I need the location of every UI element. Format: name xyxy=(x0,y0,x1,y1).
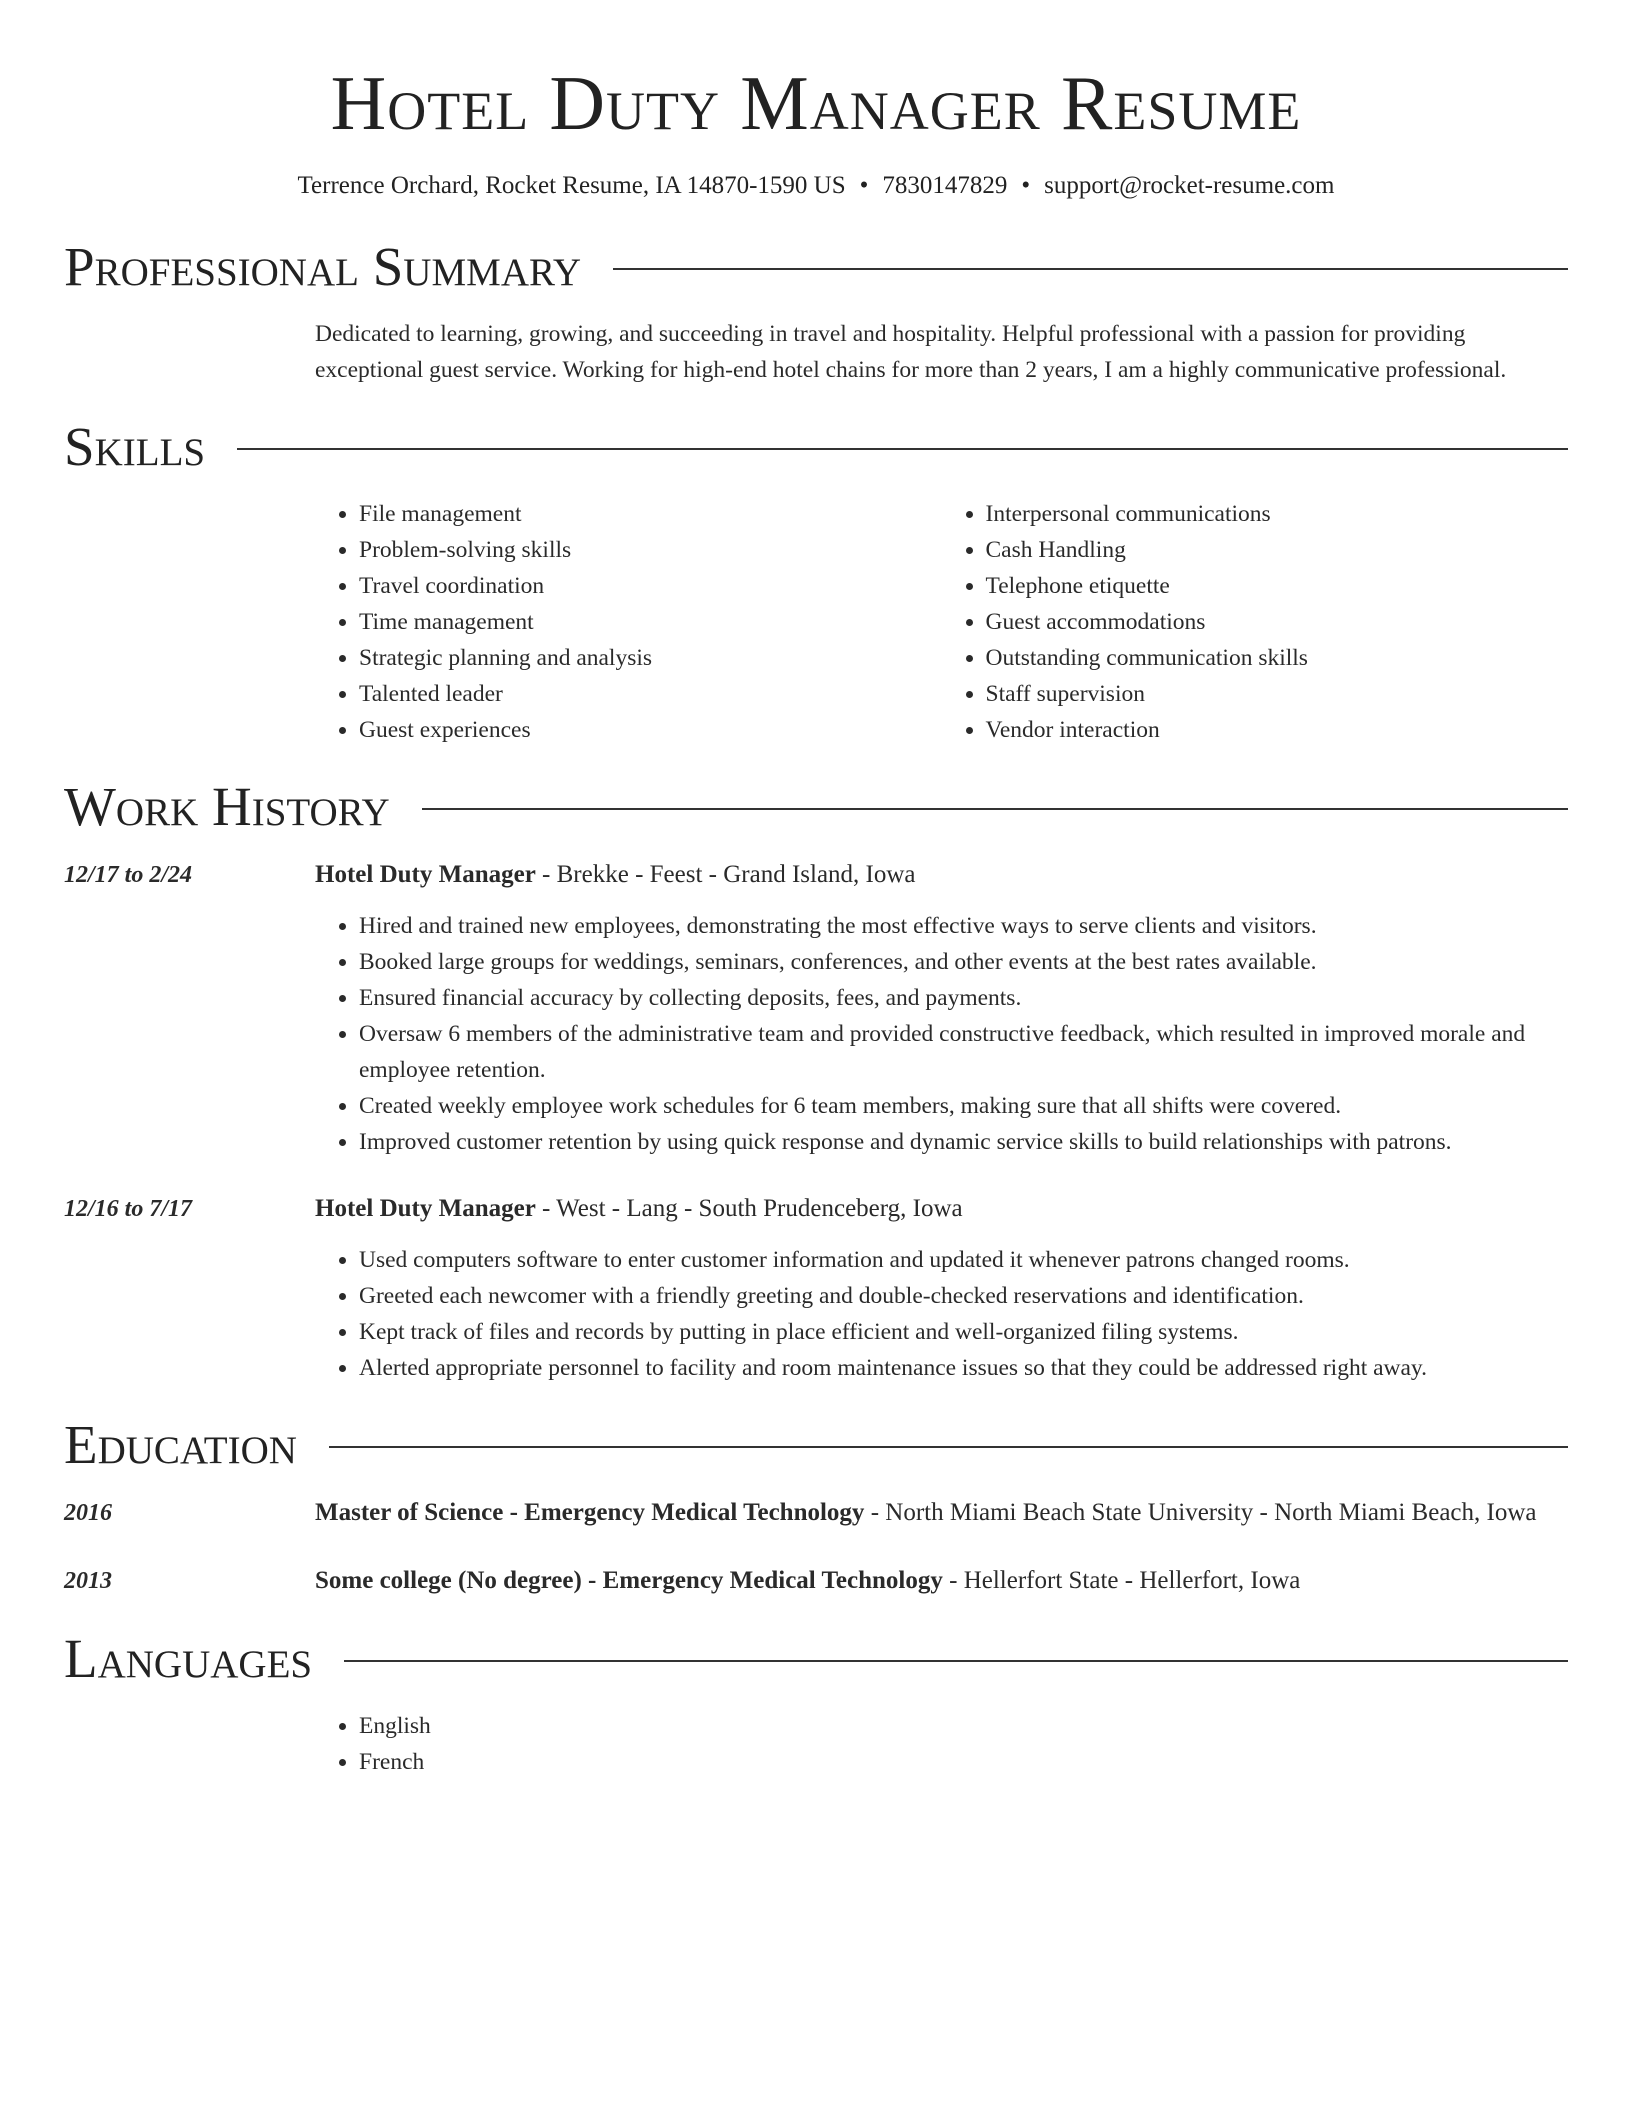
skill-item: • Guest experiences xyxy=(359,712,942,748)
degree: Some college (No degree) - Emergency Medical Technology xyxy=(315,1567,943,1594)
work-bullet: • Hired and trained new employees, demonstrating the most effective ways to serve clients and visitors. xyxy=(359,908,1568,944)
skills-list-left xyxy=(315,496,942,748)
skill-item: • Guest accommodations xyxy=(986,604,1569,640)
job-title: Hotel Duty Manager xyxy=(315,1195,536,1222)
section-header xyxy=(64,1410,1568,1480)
school-location: - Hellerfort State - Hellerfort, Iowa xyxy=(942,1567,1301,1594)
work-heading xyxy=(315,1190,1568,1228)
skill-item: • Outstanding communication skills xyxy=(986,640,1569,676)
section-professional-summary xyxy=(64,232,1568,388)
section-languages xyxy=(64,1624,1568,1780)
skill-item: • File management xyxy=(359,496,942,532)
skills-grid xyxy=(315,496,1568,748)
language-item: • English xyxy=(359,1708,1568,1744)
education-entry xyxy=(64,1494,1568,1532)
skill-item: • Telephone etiquette xyxy=(986,568,1569,604)
work-bullets xyxy=(315,1242,1568,1386)
skills-body xyxy=(315,496,1568,748)
section-title-skills: Skills xyxy=(64,416,206,477)
skill-item: • Travel coordination xyxy=(359,568,942,604)
section-education xyxy=(64,1410,1568,1600)
section-header xyxy=(64,232,1568,302)
degree: Master of Science - Emergency Medical Technology xyxy=(315,1499,865,1526)
skill-item: • Strategic planning and analysis xyxy=(359,640,942,676)
work-bullet: • Used computers software to enter customer information and updated it whenever patrons changed rooms. xyxy=(359,1242,1568,1278)
skill-item: • Problem-solving skills xyxy=(359,532,942,568)
skills-list-right xyxy=(942,496,1569,748)
work-heading xyxy=(315,856,1568,894)
work-bullet: • Alerted appropriate personnel to facility and room maintenance issues so that they could be addressed right away. xyxy=(359,1350,1568,1386)
section-divider xyxy=(344,1660,1568,1662)
skill-item: • Interpersonal communications xyxy=(986,496,1569,532)
section-work-history xyxy=(64,772,1568,1386)
contact-separator: • xyxy=(859,172,869,199)
work-bullet: • Improved customer retention by using quick response and dynamic service skills to build relationships with patrons. xyxy=(359,1124,1568,1160)
work-main xyxy=(315,1190,1568,1386)
work-bullet: • Booked large groups for weddings, seminars, conferences, and other events at the best rates available. xyxy=(359,944,1568,980)
section-skills xyxy=(64,412,1568,748)
section-title-languages: Languages xyxy=(64,1628,313,1689)
skill-item: • Staff supervision xyxy=(986,676,1569,712)
work-dates: 12/16 to 7/17 xyxy=(64,1196,193,1222)
summary-text: Dedicated to learning, growing, and succeeding in travel and hospitality. Helpful professional with a passion for providing exceptional guest service. Working for high-end hotel chains for more than 2 years, I am a highly communicative professional. xyxy=(315,321,1507,383)
skill-item: • Cash Handling xyxy=(986,532,1569,568)
section-divider xyxy=(422,808,1568,810)
work-bullet: • Greeted each newcomer with a friendly greeting and double-checked reservations and identification. xyxy=(359,1278,1568,1314)
education-entry xyxy=(64,1562,1568,1600)
work-bullet: • Oversaw 6 members of the administrative team and provided constructive feedback, which resulted in improved morale and employee retention. xyxy=(359,1016,1568,1088)
section-divider xyxy=(613,268,1568,270)
section-header xyxy=(64,1624,1568,1694)
section-header xyxy=(64,412,1568,482)
work-entry xyxy=(64,856,1568,1160)
job-employer-location: - West - Lang - South Prudenceberg, Iowa xyxy=(535,1195,963,1222)
work-main xyxy=(315,856,1568,1160)
section-divider xyxy=(329,1446,1568,1448)
work-bullets xyxy=(315,908,1568,1160)
education-year: 2016 xyxy=(64,1500,112,1526)
education-main xyxy=(315,1494,1568,1532)
contact-phone: 7830147829 xyxy=(882,172,1008,199)
skill-item: • Time management xyxy=(359,604,942,640)
job-employer-location: - Brekke - Feest - Grand Island, Iowa xyxy=(535,861,916,888)
skill-item: • Vendor interaction xyxy=(986,712,1569,748)
work-bullet: • Kept track of files and records by putting in place efficient and well-organized filing systems. xyxy=(359,1314,1568,1350)
school-location: - North Miami Beach State University - North Miami Beach, Iowa xyxy=(864,1499,1537,1526)
work-bullet: • Created weekly employee work schedules for 6 team members, making sure that all shifts were covered. xyxy=(359,1088,1568,1124)
languages-list xyxy=(315,1708,1568,1780)
education-main xyxy=(315,1562,1568,1600)
work-bullet: • Ensured financial accuracy by collecting deposits, fees, and payments. xyxy=(359,980,1568,1016)
education-year: 2013 xyxy=(64,1568,112,1594)
work-dates: 12/17 to 2/24 xyxy=(64,862,193,888)
contact-line xyxy=(64,170,1568,202)
skill-item: • Talented leader xyxy=(359,676,942,712)
job-title: Hotel Duty Manager xyxy=(315,861,536,888)
contact-email[interactable]: support@rocket-resume.com xyxy=(1044,172,1335,199)
section-title-education: Education xyxy=(64,1414,297,1475)
section-title-work: Work History xyxy=(64,776,390,837)
section-title-summary: Professional Summary xyxy=(64,236,582,297)
section-divider xyxy=(237,448,1568,450)
languages-body xyxy=(315,1708,1568,1780)
section-header xyxy=(64,772,1568,842)
work-entry xyxy=(64,1190,1568,1386)
contact-separator: • xyxy=(1021,172,1031,199)
document-title: Hotel Duty Manager Resume xyxy=(330,60,1302,146)
language-item: • French xyxy=(359,1744,1568,1780)
contact-address: Terrence Orchard, Rocket Resume, IA 14870-1590 US xyxy=(297,172,846,199)
summary-body xyxy=(315,316,1568,388)
